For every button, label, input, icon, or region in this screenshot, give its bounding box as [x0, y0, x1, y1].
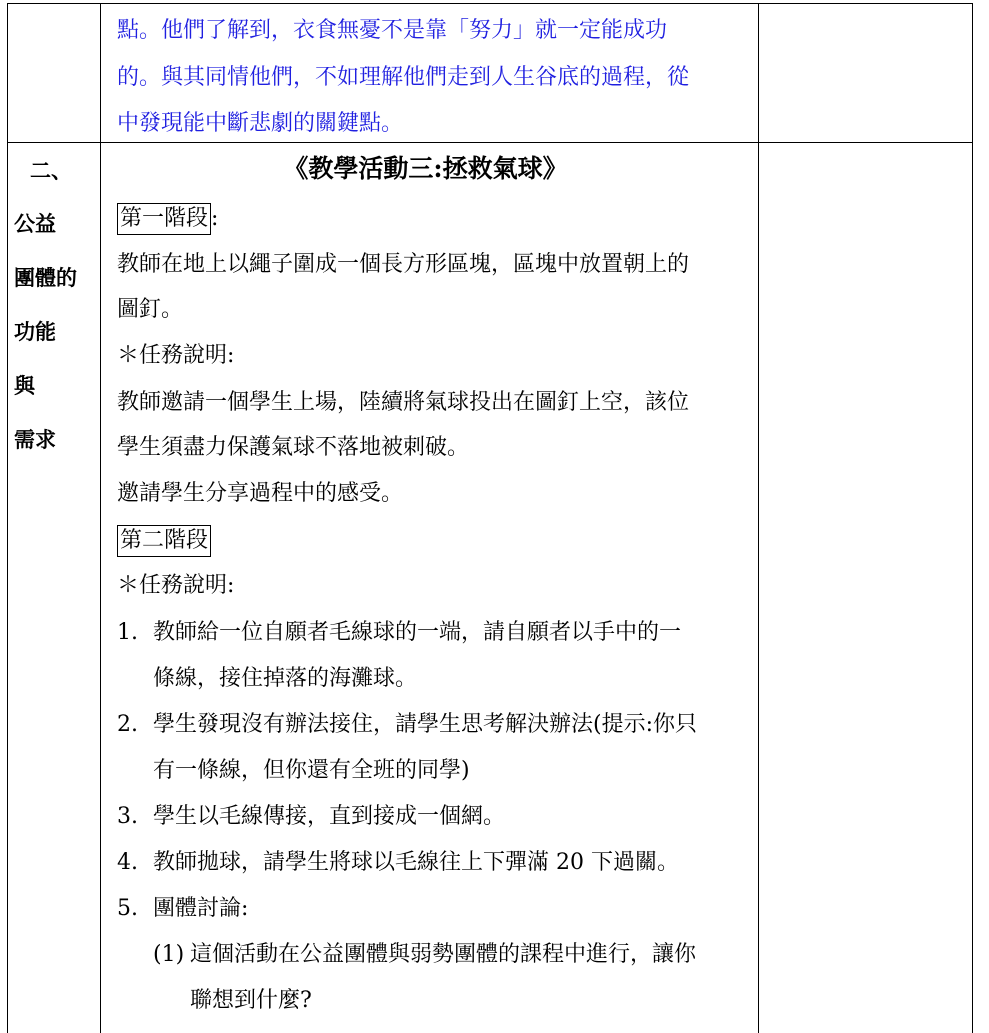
topic-line-4: 與	[14, 374, 35, 398]
stage-1-heading	[117, 196, 218, 242]
stage-1-task-heading: ＊任務說明:	[117, 343, 235, 368]
item-1-number: 1.	[117, 620, 138, 645]
topic-line-3: 功能	[14, 320, 56, 344]
sub-item-1-number: (1)	[153, 942, 185, 967]
stage-1-colon: :	[211, 206, 219, 231]
section-number: 二、	[30, 159, 72, 183]
topic-line-2: 團體的	[14, 266, 77, 290]
activity-title: 《教學活動三:拯救氣球》	[283, 154, 568, 183]
sub-item-1-line-2: 聯想到什麼?	[190, 988, 312, 1013]
stage-1-share-line: 邀請學生分享過程中的感受。	[117, 481, 404, 506]
item-1-line-1: 教師給一位自願者毛線球的一端，請自願者以手中的一	[153, 620, 682, 645]
item-5-number: 5.	[117, 896, 138, 921]
item-2-line-2: 有一條線，但你還有全班的同學)	[153, 758, 470, 783]
stage-2-task-heading: ＊任務說明:	[117, 573, 235, 598]
column-divider-2	[758, 3, 759, 1033]
item-5-line-1: 團體討論:	[153, 896, 249, 921]
stage-2-label: 第二階段	[117, 525, 211, 557]
stage-2-heading	[117, 518, 211, 564]
item-1-line-2: 條線，接住掉落的海灘球。	[153, 666, 418, 691]
topic-line-5: 需求	[14, 428, 56, 452]
stage-1-intro-line-1: 教師在地上以繩子圍成一個長方形區塊，區塊中放置朝上的	[117, 252, 690, 277]
item-3-line-1: 學生以毛線傳接，直到接成一個網。	[153, 804, 506, 829]
item-4-line-1: 教師拋球，請學生將球以毛線往上下彈滿 20 下過關。	[153, 850, 679, 875]
topic-line-1: 公益	[14, 212, 56, 236]
table-border-left	[7, 3, 8, 1033]
item-2-line-1: 學生發現沒有辦法接住，請學生思考解決辦法(提示:你只	[153, 712, 697, 737]
table-border-top	[7, 3, 973, 4]
stage-1-task-line-2: 學生須盡力保護氣球不落地被刺破。	[117, 435, 470, 460]
continuation-line-1: 點。他們了解到，衣食無憂不是靠「努力」就一定能成功	[117, 18, 668, 43]
item-2-number: 2.	[117, 712, 138, 737]
table-border-right	[972, 3, 973, 1033]
stage-1-label: 第一階段	[117, 203, 211, 235]
stage-1-intro-line-2: 圖釘。	[117, 297, 184, 322]
continuation-line-2: 的。與其同情他們，不如理解他們走到人生谷底的過程，從	[117, 65, 690, 90]
continuation-line-3: 中發現能中斷悲劇的關鍵點。	[117, 111, 404, 136]
stage-1-task-line-1: 教師邀請一個學生上場，陸續將氣球投出在圖釘上空，該位	[117, 390, 690, 415]
item-4-number: 4.	[117, 850, 138, 875]
item-3-number: 3.	[117, 804, 138, 829]
sub-item-1-line-1: 這個活動在公益團體與弱勢團體的課程中進行，讓你	[190, 942, 697, 967]
